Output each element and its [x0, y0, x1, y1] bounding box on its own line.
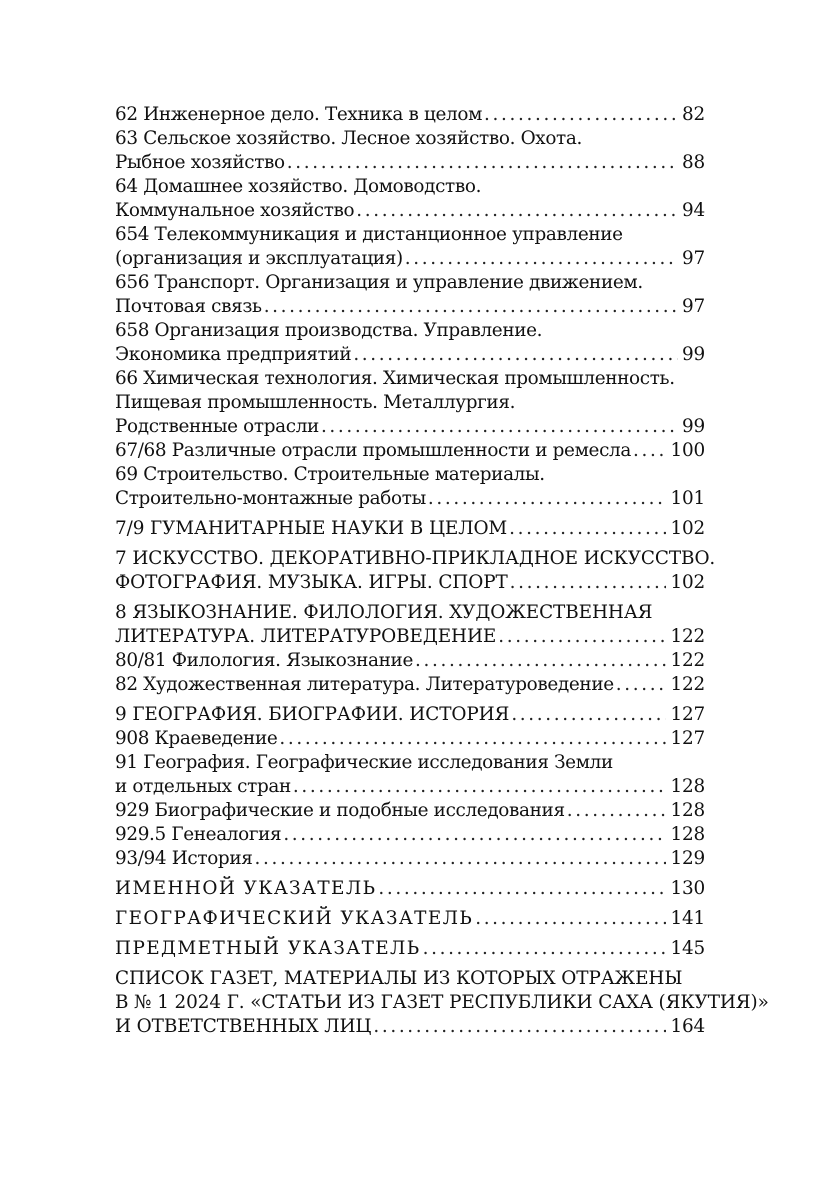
toc-section-title: И ОТВЕТСТВЕННЫХ ЛИЦ — [115, 1016, 372, 1037]
toc-row — [115, 877, 705, 901]
toc-page-number: 97 — [681, 248, 705, 269]
toc-entry — [115, 823, 705, 847]
dot-leader — [567, 799, 667, 823]
toc-row — [115, 907, 705, 931]
toc-page-number: 122 — [670, 626, 705, 647]
toc-page-number: 99 — [681, 344, 705, 365]
toc-row — [115, 703, 705, 727]
table-of-contents — [115, 103, 769, 1039]
toc-entry-line: 63 Сельское хозяйство. Лесное хозяйство. Охота. — [115, 128, 582, 149]
toc-entry — [115, 673, 705, 697]
dot-leader — [378, 877, 666, 901]
toc-row — [115, 487, 705, 511]
toc-section — [115, 703, 705, 727]
toc-entry-title: 929 Биографические и подобные исследования — [115, 800, 565, 821]
toc-section — [115, 547, 716, 595]
toc-row — [115, 439, 705, 463]
dot-leader — [498, 625, 666, 649]
dot-leader — [373, 1015, 666, 1039]
toc-page-number: 97 — [681, 296, 705, 317]
dot-leader — [283, 823, 666, 847]
toc-section-title: ФОТОГРАФИЯ. МУЗЫКА. ИГРЫ. СПОРТ — [115, 572, 508, 593]
toc-row — [115, 517, 705, 541]
toc-entry — [115, 175, 705, 223]
toc-row — [115, 649, 705, 673]
toc-entry-title: (организация и эксплуатация) — [115, 248, 403, 269]
toc-page-number: 129 — [670, 848, 705, 869]
toc-section — [115, 907, 705, 931]
toc-section — [115, 967, 769, 1039]
toc-page-number: 141 — [670, 908, 705, 929]
toc-entry — [115, 463, 705, 511]
toc-entry — [115, 367, 705, 439]
toc-page-number: 102 — [670, 572, 705, 593]
toc-section-title: 7/9 ГУМАНИТАРНЫЕ НАУКИ В ЦЕЛОМ — [115, 518, 508, 539]
toc-page-number: 94 — [681, 200, 705, 221]
toc-page-number: 130 — [670, 878, 705, 899]
toc-entry-line: 8 ЯЗЫКОЗНАНИЕ. ФИЛОЛОГИЯ. ХУДОЖЕСТВЕННАЯ — [115, 602, 653, 623]
toc-entry-title: Родственные отрасли — [115, 416, 319, 437]
toc-page-number: 128 — [670, 776, 705, 797]
toc-entry-line: 91 География. Географические исследования Земли — [115, 752, 613, 773]
toc-entry — [115, 127, 705, 175]
toc-page-number: 127 — [670, 704, 705, 725]
toc-row — [115, 1015, 705, 1039]
toc-entry-line: 7 ИСКУССТВО. ДЕКОРАТИВНО-ПРИКЛАДНОЕ ИСКУССТВО. — [115, 548, 716, 569]
toc-entry-title: 62 Инженерное дело. Техника в целом — [115, 104, 483, 125]
toc-page-number: 128 — [670, 800, 705, 821]
toc-page-number: 88 — [681, 152, 705, 173]
dot-leader — [428, 487, 667, 511]
toc-entry-line: 656 Транспорт. Организация и управление движением. — [115, 272, 643, 293]
toc-entry — [115, 799, 705, 823]
toc-entry — [115, 103, 705, 127]
dot-leader — [279, 727, 666, 751]
toc-section — [115, 601, 705, 649]
toc-entry-line: В № 1 2024 Г. «СТАТЬИ ИЗ ГАЗЕТ РЕСПУБЛИКИ САХА (ЯКУТИЯ)» — [115, 992, 769, 1013]
toc-page-number: 122 — [670, 650, 705, 671]
toc-row — [115, 673, 705, 697]
dot-leader — [510, 571, 667, 595]
toc-row — [115, 247, 705, 271]
toc-page-number: 101 — [670, 488, 705, 509]
toc-section-title: ПРЕДМЕТНЫЙ УКАЗАТЕЛЬ — [115, 938, 421, 959]
toc-entry-title: 929.5 Генеалогия — [115, 824, 282, 845]
toc-entry-title: Коммунальное хозяйство — [115, 200, 355, 221]
toc-entry — [115, 847, 705, 871]
toc-entry-title: Рыбное хозяйство — [115, 152, 285, 173]
toc-page-number: 100 — [670, 440, 705, 461]
toc-entry-line: 654 Телекоммуникация и дистанционное управление — [115, 224, 623, 245]
toc-entry-line: 69 Строительство. Строительные материалы. — [115, 464, 545, 485]
toc-row — [115, 571, 705, 595]
toc-page-number: 122 — [670, 674, 705, 695]
toc-row — [115, 199, 705, 223]
toc-entry-title: 67/68 Различные отрасли промышленности и ремесла — [115, 440, 631, 461]
dot-leader — [405, 247, 678, 271]
toc-page-number: 127 — [670, 728, 705, 749]
toc-row — [115, 103, 705, 127]
toc-section-title: ЛИТЕРАТУРА. ЛИТЕРАТУРОВЕДЕНИЕ — [115, 626, 497, 647]
toc-entry — [115, 649, 705, 673]
toc-row — [115, 799, 705, 823]
toc-entry-line: 658 Организация производства. Управление. — [115, 320, 543, 341]
dot-leader — [484, 103, 678, 127]
dot-leader — [293, 775, 667, 799]
toc-entry-title: Почтовая связь — [115, 296, 262, 317]
toc-row — [115, 727, 705, 751]
dot-leader — [415, 649, 666, 673]
toc-section — [115, 517, 705, 541]
toc-section — [115, 937, 705, 961]
toc-page-number: 99 — [681, 416, 705, 437]
dot-leader — [356, 199, 678, 223]
toc-section-title: 9 ГЕОГРАФИЯ. БИОГРАФИИ. ИСТОРИЯ — [115, 704, 510, 725]
dot-leader — [255, 847, 667, 871]
dot-leader — [475, 907, 666, 931]
toc-entry-title: Строительно-монтажные работы — [115, 488, 426, 509]
toc-page-number: 82 — [681, 104, 705, 125]
toc-section-title: ГЕОГРАФИЧЕСКИЙ УКАЗАТЕЛЬ — [115, 908, 474, 929]
dot-leader — [616, 673, 667, 697]
dot-leader — [353, 343, 678, 367]
toc-entry — [115, 439, 705, 463]
dot-leader — [511, 703, 666, 727]
toc-page-number: 145 — [670, 938, 705, 959]
toc-entry-title: 80/81 Филология. Языкознание — [115, 650, 414, 671]
toc-page-number: 102 — [670, 518, 705, 539]
dot-leader — [321, 415, 678, 439]
dot-leader — [264, 295, 678, 319]
toc-entry — [115, 727, 705, 751]
toc-row — [115, 775, 705, 799]
toc-entry-line: СПИСОК ГАЗЕТ, МАТЕРИАЛЫ ИЗ КОТОРЫХ ОТРАЖЕНЫ — [115, 968, 683, 989]
toc-section-title: ИМЕННОЙ УКАЗАТЕЛЬ — [115, 878, 377, 899]
dot-leader — [287, 151, 678, 175]
toc-entry-line: Пищевая промышленность. Металлургия. — [115, 392, 516, 413]
dot-leader — [509, 517, 666, 541]
dot-leader — [633, 439, 667, 463]
toc-entry-title: 908 Краеведение — [115, 728, 278, 749]
toc-page-number: 128 — [670, 824, 705, 845]
toc-entry — [115, 271, 705, 319]
toc-entry — [115, 223, 705, 271]
dot-leader — [423, 937, 667, 961]
toc-page-number: 164 — [670, 1016, 705, 1037]
toc-entry — [115, 319, 705, 367]
toc-entry-title: 93/94 История — [115, 848, 253, 869]
toc-row — [115, 415, 705, 439]
toc-row — [115, 343, 705, 367]
toc-section — [115, 877, 705, 901]
toc-entry-line: 66 Химическая технология. Химическая промышленность. — [115, 368, 675, 389]
toc-entry-title: 82 Художественная литература. Литературоведение — [115, 674, 614, 695]
toc-row — [115, 823, 705, 847]
toc-entry-line: 64 Домашнее хозяйство. Домоводство. — [115, 176, 482, 197]
toc-entry-title: Экономика предприятий — [115, 344, 352, 365]
toc-row — [115, 847, 705, 871]
toc-row — [115, 295, 705, 319]
toc-row — [115, 937, 705, 961]
toc-entry-title: и отдельных стран — [115, 776, 291, 797]
toc-row — [115, 151, 705, 175]
toc-entry — [115, 751, 705, 799]
toc-row — [115, 625, 705, 649]
